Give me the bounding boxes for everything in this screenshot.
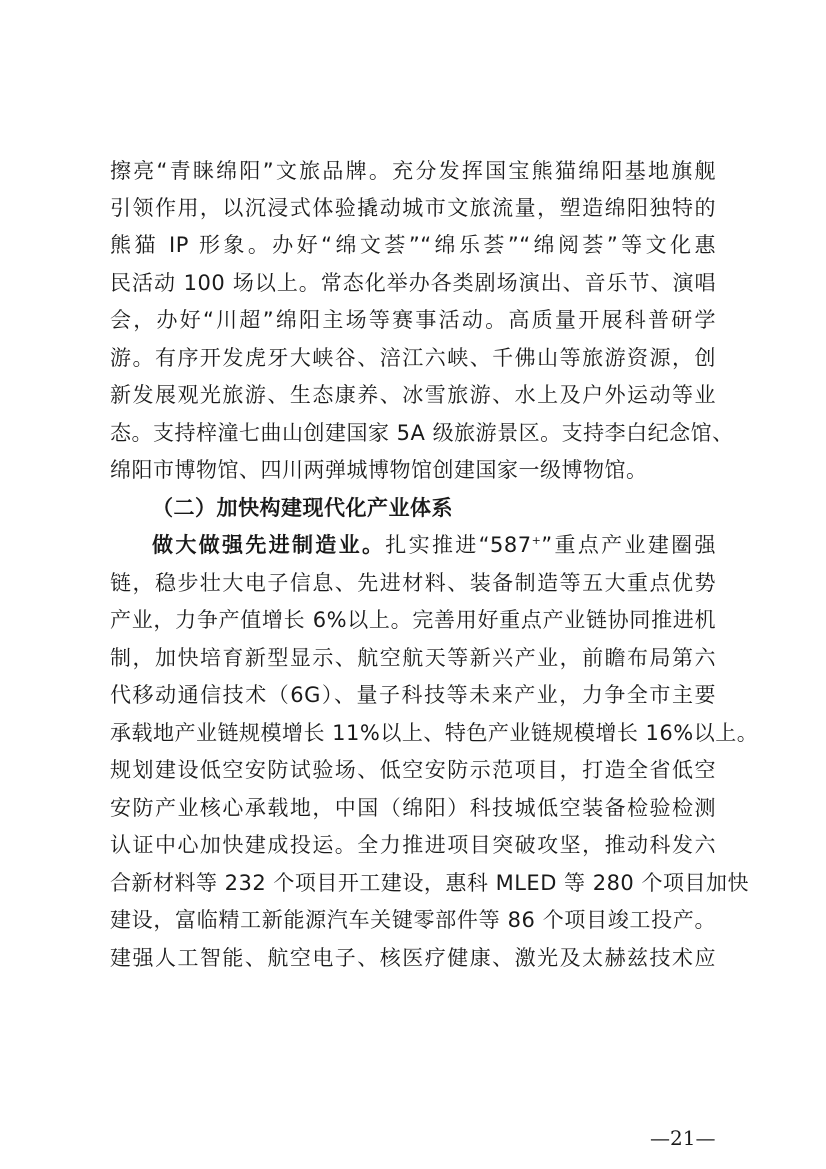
paragraph-line: 游。有序开发虎牙大峡谷、涪江六峡、千佛山等旅游资源，创: [110, 346, 716, 370]
superscript-plus: +: [531, 534, 542, 547]
paragraph-line: 建设，富临精工新能源汽车关键零部件等 86 个项目竣工投产。: [110, 908, 716, 932]
paragraph-lead-text: 扎实推进“587: [385, 533, 532, 557]
section-heading: （二）加快构建现代化产业体系: [152, 496, 453, 520]
paragraph-line: 认证中心加快建成投运。全力推进项目突破攻坚，推动科发六: [110, 833, 716, 857]
paragraph-line: 会，办好“川超”绵阳主场等赛事活动。高质量开展科普研学: [110, 308, 716, 332]
paragraph-line: 建强人工智能、航空电子、核医疗健康、激光及太赫兹技术应: [110, 946, 716, 970]
paragraph-line: 引领作用，以沉浸式体验撬动城市文旅流量，塑造绵阳独特的: [110, 196, 716, 220]
paragraph-lead-line: [152, 530, 716, 560]
paragraph-line: 制，加快培育新型显示、航空航天等新兴产业，前瞻布局第六: [110, 646, 716, 670]
paragraph-line: 熊猫 IP 形象。办好“绵文荟”“绵乐荟”“绵阅荟”等文化惠: [110, 233, 716, 257]
paragraph-line: 民活动 100 场以上。常态化举办各类剧场演出、音乐节、演唱: [110, 271, 716, 295]
paragraph-lead-text-end: ”重点产业建圈强: [541, 533, 716, 557]
paragraph-lead-bold: 做大做强先进制造业。: [152, 533, 386, 557]
page-number: —21—: [650, 1126, 716, 1150]
paragraph-line: 产业，力争产值增长 6%以上。完善用好重点产业链协同推进机: [110, 608, 716, 632]
paragraph-line: 绵阳市博物馆、四川两弹城博物馆创建国家一级博物馆。: [110, 458, 648, 482]
paragraph-line: 安防产业核心承载地，中国（绵阳）科技城低空装备检验检测: [110, 796, 716, 820]
paragraph-line: 规划建设低空安防试验场、低空安防示范项目，打造全省低空: [110, 758, 716, 782]
paragraph-line: 链，稳步壮大电子信息、先进材料、装备制造等五大重点优势: [110, 571, 716, 595]
paragraph-line: 擦亮“青睐绵阳”文旅品牌。充分发挥国宝熊猫绵阳基地旗舰: [110, 159, 716, 183]
paragraph-line: 合新材料等 232 个项目开工建设，惠科 MLED 等 280 个项目加快: [110, 871, 749, 895]
paragraph-line: 新发展观光旅游、生态康养、冰雪旅游、水上及户外运动等业: [110, 383, 716, 407]
paragraph-line: 承载地产业链规模增长 11%以上、特色产业链规模增长 16%以上。: [110, 721, 759, 745]
paragraph-line: 态。支持梓潼七曲山创建国家 5A 级旅游景区。支持李白纪念馆、: [110, 421, 734, 445]
paragraph-line: 代移动通信技术（6G）、量子科技等未来产业，力争全市主要: [110, 683, 716, 707]
